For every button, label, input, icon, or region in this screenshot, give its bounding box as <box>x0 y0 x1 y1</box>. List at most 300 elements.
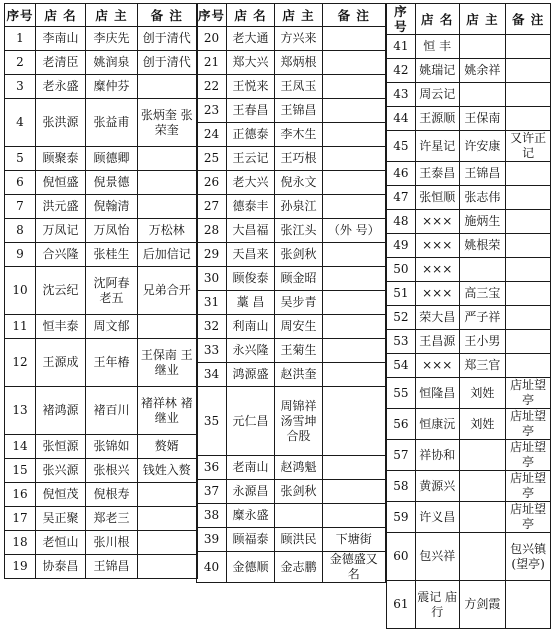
shop-name: 老大兴 <box>227 171 275 195</box>
table-row <box>5 531 197 555</box>
owner-name <box>459 258 506 282</box>
row-number: 38 <box>197 504 227 528</box>
note <box>323 27 386 51</box>
header-owner: 店 主 <box>86 4 138 27</box>
note <box>138 147 197 171</box>
row-number: 45 <box>387 131 416 162</box>
owner-name <box>459 83 506 107</box>
table-row <box>5 75 197 99</box>
owner-name <box>459 35 506 59</box>
row-number: 52 <box>387 306 416 330</box>
row-number: 35 <box>197 387 227 456</box>
shop-name: 王泰昌 <box>415 162 459 186</box>
shop-name: ××× <box>415 354 459 378</box>
row-number: 24 <box>197 123 227 147</box>
row-number: 50 <box>387 258 416 282</box>
note: 店址望亭 <box>506 502 551 533</box>
note: 王保南 王继业 <box>138 339 197 387</box>
row-number: 56 <box>387 409 416 440</box>
note <box>506 234 551 258</box>
note <box>506 83 551 107</box>
note: 下塘街 <box>323 528 386 552</box>
note <box>323 363 386 387</box>
table-row <box>5 243 197 267</box>
row-number: 33 <box>197 339 227 363</box>
owner-name <box>459 440 506 471</box>
shop-name: 祥协和 <box>415 440 459 471</box>
row-number: 27 <box>197 195 227 219</box>
owner-name: 姚润泉 <box>86 51 138 75</box>
table-row <box>197 123 386 147</box>
note <box>506 210 551 234</box>
table-row <box>197 315 386 339</box>
table-row <box>197 243 386 267</box>
header-shop: 店 名 <box>227 4 275 27</box>
header-number: 序号 <box>197 4 227 27</box>
owner-name: 施炳生 <box>459 210 506 234</box>
registry-block-1 <box>4 3 198 573</box>
note <box>323 456 386 480</box>
table-row <box>197 339 386 363</box>
note <box>323 195 386 219</box>
note: 褚祥林 褚继业 <box>138 387 197 435</box>
shop-name: 吴正聚 <box>36 507 86 531</box>
table-row <box>5 435 197 459</box>
row-number: 55 <box>387 378 416 409</box>
row-number: 34 <box>197 363 227 387</box>
note: 后加信记 <box>138 243 197 267</box>
shop-name: 合兴隆 <box>36 243 86 267</box>
shop-name: 郑大兴 <box>227 51 275 75</box>
table-row <box>387 210 551 234</box>
table-row <box>197 480 386 504</box>
note <box>323 504 386 528</box>
row-number: 11 <box>5 315 36 339</box>
table-row <box>5 459 197 483</box>
row-number: 40 <box>197 552 227 583</box>
row-number: 16 <box>5 483 36 507</box>
note <box>506 282 551 306</box>
owner-name: 张益甫 <box>86 99 138 147</box>
row-number: 26 <box>197 171 227 195</box>
header-note: 备 注 <box>138 4 197 27</box>
owner-name: 赵鸿魁 <box>275 456 323 480</box>
table-row <box>5 387 197 435</box>
owner-name <box>459 502 506 533</box>
table-row <box>387 330 551 354</box>
table-row <box>197 27 386 51</box>
shop-name: 沈云纪 <box>36 267 86 315</box>
table-row <box>387 234 551 258</box>
table-row <box>387 282 551 306</box>
owner-name: 张剑秋 <box>275 480 323 504</box>
table-row <box>5 315 197 339</box>
note <box>323 339 386 363</box>
note: 创于清代 <box>138 51 197 75</box>
header-row <box>5 4 197 27</box>
shop-name: 张洪源 <box>36 99 86 147</box>
owner-name: 张川根 <box>86 531 138 555</box>
owner-name: 倪景德 <box>86 171 138 195</box>
table-row <box>197 171 386 195</box>
note: 包兴镇 (望亭) <box>506 533 551 581</box>
note <box>506 330 551 354</box>
note: 创于清代 <box>138 27 197 51</box>
row-number: 9 <box>5 243 36 267</box>
header-row <box>197 4 386 27</box>
shop-name: 王悦来 <box>227 75 275 99</box>
header-note: 备 注 <box>323 4 386 27</box>
table-row <box>5 27 197 51</box>
registry-table-2 <box>196 3 387 583</box>
note: 赘婿 <box>138 435 197 459</box>
row-number: 59 <box>387 502 416 533</box>
registry-table-3 <box>386 3 551 629</box>
shop-registry-page <box>4 3 551 619</box>
shop-name: 鸿源盛 <box>227 363 275 387</box>
shop-name: 许星记 <box>415 131 459 162</box>
table-row <box>387 409 551 440</box>
row-number: 29 <box>197 243 227 267</box>
row-number: 22 <box>197 75 227 99</box>
owner-name: 李庆先 <box>86 27 138 51</box>
shop-name: 恒丰泰 <box>36 315 86 339</box>
shop-name: 永兴隆 <box>227 339 275 363</box>
row-number: 12 <box>5 339 36 387</box>
note: 店址望亭 <box>506 409 551 440</box>
table-row <box>5 195 197 219</box>
row-number: 18 <box>5 531 36 555</box>
shop-name: 恒 丰 <box>415 35 459 59</box>
shop-name: 黄源兴 <box>415 471 459 502</box>
owner-name: 吴步青 <box>275 291 323 315</box>
shop-name: 糜永盛 <box>227 504 275 528</box>
row-number: 6 <box>5 171 36 195</box>
row-number: 13 <box>5 387 36 435</box>
row-number: 25 <box>197 147 227 171</box>
note <box>138 555 197 579</box>
row-number: 60 <box>387 533 416 581</box>
row-number: 51 <box>387 282 416 306</box>
shop-name: ××× <box>415 282 459 306</box>
shop-name: ××× <box>415 210 459 234</box>
table-row <box>387 107 551 131</box>
note: 钱姓入赘 <box>138 459 197 483</box>
shop-name: 张恒源 <box>36 435 86 459</box>
table-row <box>387 440 551 471</box>
owner-name: 顾洪民 <box>275 528 323 552</box>
owner-name: 张锦如 <box>86 435 138 459</box>
row-number: 7 <box>5 195 36 219</box>
owner-name: 李木生 <box>275 123 323 147</box>
note <box>138 315 197 339</box>
owner-name: 严子祥 <box>459 306 506 330</box>
table-row <box>387 83 551 107</box>
note <box>323 147 386 171</box>
note <box>506 107 551 131</box>
row-number: 1 <box>5 27 36 51</box>
owner-name: 王年椿 <box>86 339 138 387</box>
shop-name: 老南山 <box>227 456 275 480</box>
row-number: 39 <box>197 528 227 552</box>
owner-name: 刘姓 <box>459 409 506 440</box>
owner-name: 倪永文 <box>275 171 323 195</box>
table-row <box>5 339 197 387</box>
table-row <box>387 306 551 330</box>
note: （外 号） <box>323 219 386 243</box>
note: 金德盛又名 <box>323 552 386 583</box>
row-number: 17 <box>5 507 36 531</box>
owner-name: 顾德卿 <box>86 147 138 171</box>
shop-name: 元仁昌 <box>227 387 275 456</box>
shop-name: 大昌福 <box>227 219 275 243</box>
owner-name: 王锦昌 <box>275 99 323 123</box>
shop-name: 藁 昌 <box>227 291 275 315</box>
row-number: 20 <box>197 27 227 51</box>
row-number: 4 <box>5 99 36 147</box>
owner-name: 孙泉江 <box>275 195 323 219</box>
table-row <box>197 456 386 480</box>
shop-name: 顾俊泰 <box>227 267 275 291</box>
row-number: 28 <box>197 219 227 243</box>
owner-name: 赵洪奎 <box>275 363 323 387</box>
owner-name: 张桂生 <box>86 243 138 267</box>
row-number: 44 <box>387 107 416 131</box>
registry-block-3 <box>386 3 551 619</box>
note <box>323 291 386 315</box>
shop-name: 包兴祥 <box>415 533 459 581</box>
row-number: 21 <box>197 51 227 75</box>
owner-name: 周文郁 <box>86 315 138 339</box>
row-number: 10 <box>5 267 36 315</box>
shop-name: 姚瑞记 <box>415 59 459 83</box>
row-number: 48 <box>387 210 416 234</box>
row-number: 14 <box>5 435 36 459</box>
note <box>323 171 386 195</box>
table-row <box>387 59 551 83</box>
note <box>323 267 386 291</box>
note <box>506 581 551 629</box>
table-row <box>387 354 551 378</box>
owner-name: 王巧根 <box>275 147 323 171</box>
shop-name: 王源成 <box>36 339 86 387</box>
table-row <box>5 147 197 171</box>
table-row <box>197 51 386 75</box>
shop-name: 利南山 <box>227 315 275 339</box>
table-row <box>197 219 386 243</box>
note: 店址望亭 <box>506 440 551 471</box>
shop-name: 倪恒盛 <box>36 171 86 195</box>
table-row <box>387 581 551 629</box>
row-number: 54 <box>387 354 416 378</box>
note <box>323 387 386 456</box>
table-row <box>5 99 197 147</box>
note <box>323 75 386 99</box>
owner-name: 张根兴 <box>86 459 138 483</box>
note <box>506 59 551 83</box>
header-note: 备 注 <box>506 4 551 35</box>
row-number: 3 <box>5 75 36 99</box>
note <box>323 99 386 123</box>
shop-name: 震记 庙行 <box>415 581 459 629</box>
shop-name: 金德顺 <box>227 552 275 583</box>
note <box>323 315 386 339</box>
note <box>506 354 551 378</box>
table-row <box>197 363 386 387</box>
owner-name: 郑三官 <box>459 354 506 378</box>
row-number: 2 <box>5 51 36 75</box>
row-number: 58 <box>387 471 416 502</box>
table-row <box>387 35 551 59</box>
note <box>138 531 197 555</box>
row-number: 57 <box>387 440 416 471</box>
table-row <box>387 533 551 581</box>
note <box>506 306 551 330</box>
shop-name: 恒康沅 <box>415 409 459 440</box>
table-row <box>197 195 386 219</box>
shop-name: ××× <box>415 258 459 282</box>
owner-name: 倪根寿 <box>86 483 138 507</box>
shop-name: 老永盛 <box>36 75 86 99</box>
table-row <box>197 75 386 99</box>
shop-name: 褚鸿源 <box>36 387 86 435</box>
shop-name: 王云记 <box>227 147 275 171</box>
shop-name: 张恒顺 <box>415 186 459 210</box>
owner-name: 高三宝 <box>459 282 506 306</box>
header-owner: 店 主 <box>459 4 506 35</box>
note <box>323 123 386 147</box>
table-row <box>197 552 386 583</box>
owner-name: 王锦昌 <box>86 555 138 579</box>
table-row <box>197 528 386 552</box>
row-number: 49 <box>387 234 416 258</box>
note: 店址望亭 <box>506 378 551 409</box>
row-number: 32 <box>197 315 227 339</box>
shop-name: 德泰丰 <box>227 195 275 219</box>
shop-name: 老清臣 <box>36 51 86 75</box>
owner-name: 方兴来 <box>275 27 323 51</box>
table-row <box>197 267 386 291</box>
header-owner: 店 主 <box>275 4 323 27</box>
shop-name: 倪恒茂 <box>36 483 86 507</box>
shop-name: 顾聚泰 <box>36 147 86 171</box>
owner-name: 倪翰清 <box>86 195 138 219</box>
row-number: 46 <box>387 162 416 186</box>
table-row <box>5 219 197 243</box>
table-row <box>197 387 386 456</box>
row-number: 37 <box>197 480 227 504</box>
row-number: 47 <box>387 186 416 210</box>
shop-name: 许义昌 <box>415 502 459 533</box>
table-row <box>387 186 551 210</box>
shop-name: 洪元盛 <box>36 195 86 219</box>
owner-name: 王凤玉 <box>275 75 323 99</box>
shop-name: 老大通 <box>227 27 275 51</box>
owner-name: 周安生 <box>275 315 323 339</box>
row-number: 42 <box>387 59 416 83</box>
table-row <box>387 471 551 502</box>
owner-name: 张志伟 <box>459 186 506 210</box>
table-row <box>5 267 197 315</box>
registry-table-1 <box>4 3 198 579</box>
owner-name: 顾金昭 <box>275 267 323 291</box>
shop-name: 恒隆昌 <box>415 378 459 409</box>
table-row <box>387 131 551 162</box>
note <box>138 507 197 531</box>
owner-name: 王小男 <box>459 330 506 354</box>
shop-name: 永源昌 <box>227 480 275 504</box>
owner-name: 王菊生 <box>275 339 323 363</box>
row-number: 8 <box>5 219 36 243</box>
owner-name: 周锦祥 汤雪坤 合股 <box>275 387 323 456</box>
table-row <box>5 555 197 579</box>
table-row <box>197 99 386 123</box>
table-row <box>197 504 386 528</box>
owner-name: 姚余祥 <box>459 59 506 83</box>
owner-name: 糜仲芬 <box>86 75 138 99</box>
note: 张炳奎 张荣奎 <box>138 99 197 147</box>
owner-name: 张剑秋 <box>275 243 323 267</box>
owner-name: 沈阿春 老五 <box>86 267 138 315</box>
note: 店址望亭 <box>506 471 551 502</box>
shop-name: 张兴源 <box>36 459 86 483</box>
owner-name: 郑炳根 <box>275 51 323 75</box>
shop-name: 王春昌 <box>227 99 275 123</box>
owner-name: 万凤怡 <box>86 219 138 243</box>
shop-name: 周云记 <box>415 83 459 107</box>
table-row <box>387 258 551 282</box>
table-row <box>5 507 197 531</box>
owner-name: 王锦昌 <box>459 162 506 186</box>
note: 万松林 <box>138 219 197 243</box>
shop-name: ××× <box>415 234 459 258</box>
note <box>506 186 551 210</box>
shop-name: 天昌来 <box>227 243 275 267</box>
row-number: 30 <box>197 267 227 291</box>
row-number: 23 <box>197 99 227 123</box>
shop-name: 协泰昌 <box>36 555 86 579</box>
note <box>323 480 386 504</box>
owner-name <box>275 504 323 528</box>
row-number: 31 <box>197 291 227 315</box>
row-number: 61 <box>387 581 416 629</box>
header-shop: 店 名 <box>415 4 459 35</box>
table-row <box>5 171 197 195</box>
row-number: 36 <box>197 456 227 480</box>
table-row <box>387 502 551 533</box>
header-number: 序号 <box>5 4 36 27</box>
owner-name <box>459 533 506 581</box>
table-row <box>197 291 386 315</box>
note <box>506 35 551 59</box>
note <box>138 171 197 195</box>
note <box>138 75 197 99</box>
owner-name: 刘姓 <box>459 378 506 409</box>
owner-name: 郑老三 <box>86 507 138 531</box>
table-row <box>5 483 197 507</box>
note <box>323 243 386 267</box>
shop-name: 王昌源 <box>415 330 459 354</box>
note <box>506 162 551 186</box>
shop-name: 正德泰 <box>227 123 275 147</box>
owner-name: 褚百川 <box>86 387 138 435</box>
shop-name: 李南山 <box>36 27 86 51</box>
owner-name: 张江头 <box>275 219 323 243</box>
row-number: 41 <box>387 35 416 59</box>
header-number: 序号 <box>387 4 416 35</box>
shop-name: 王源顺 <box>415 107 459 131</box>
note <box>138 483 197 507</box>
